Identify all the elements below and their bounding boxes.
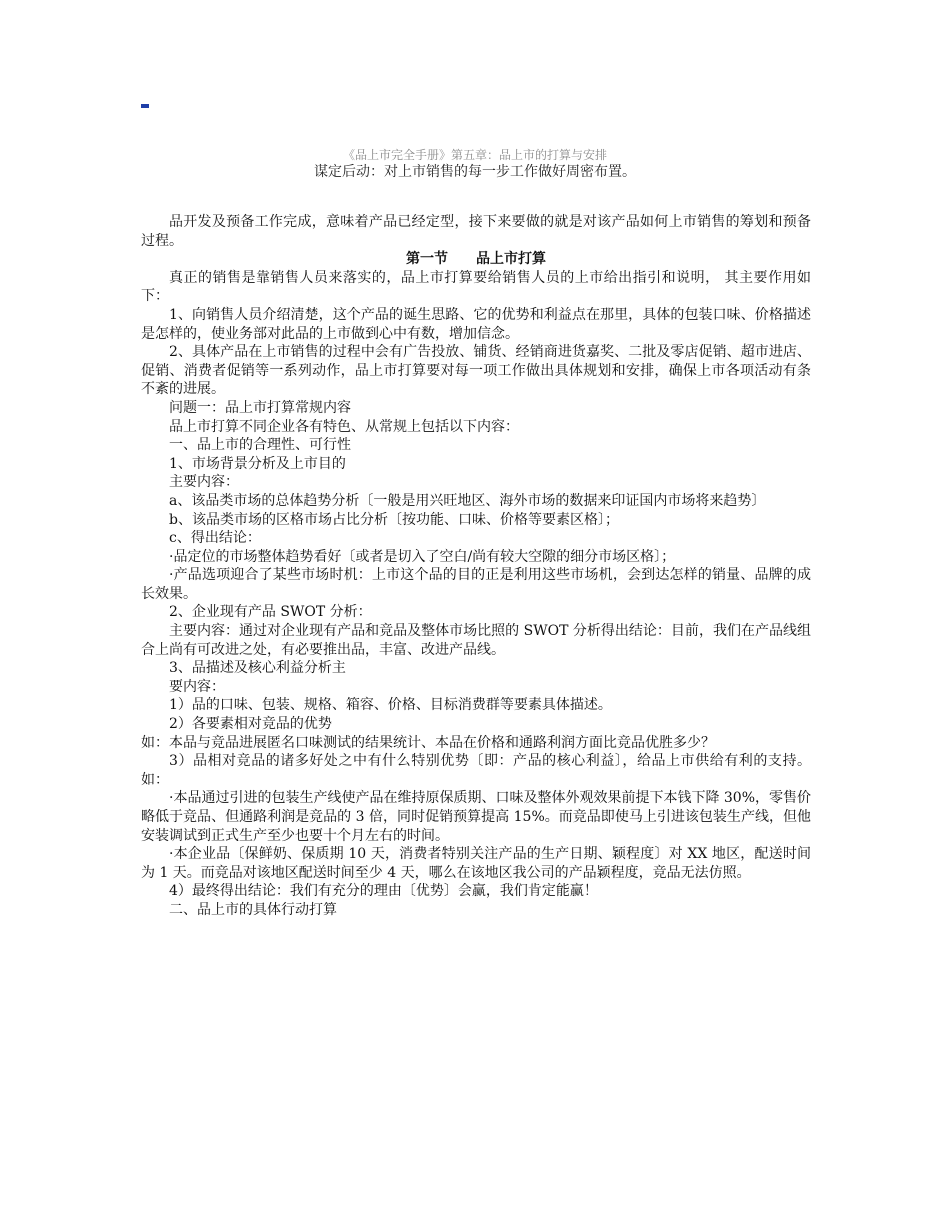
document-body bbox=[141, 213, 811, 920]
paragraph: ·产品选项迎合了某些市场时机：上市这个品的目的正是利用这些市场机，会到达怎样的销量、品牌的成长效果。 bbox=[141, 567, 811, 602]
paragraph: 4）最终得出结论：我们有充分的理由〔优势〕会赢，我们肯定能赢！ bbox=[169, 883, 598, 900]
paragraph: 1）品的口味、包装、规格、箱容、价格、目标消费群等要素具体描述。 bbox=[169, 697, 612, 714]
intro-paragraph: 品开发及预备工作完成，意味着产品已经定型，接下来要做的就是对该产品如何上市销售的筹划和预备过程。 bbox=[141, 214, 811, 249]
paragraph: ·品定位的市场整体趋势看好〔或者是切入了空白/尚有较大空隙的细分市场区格〕； bbox=[169, 548, 676, 565]
section-number: 第一节 bbox=[406, 251, 448, 268]
paragraph: ·本企业品〔保鲜奶、保质期 10 天，消费者特别关注产品的生产日期、颖程度〕对 XX 地区，配送时间为 1 天。而竞品对该地区配送时间至少 4 天，哪么在该地区我公司的产品颖程度，竞品无法仿照。 bbox=[141, 846, 811, 881]
paragraph: 真正的销售是靠销售人员来落实的，品上市打算要给销售人员的上市给出指引和说明， 其主要作用如下： bbox=[141, 269, 811, 305]
section-heading: 品上市打算 bbox=[476, 251, 546, 268]
paragraph: 主要内容：通过对企业现有产品和竞品及整体市场比照的 SWOT 分析得出结论：目前，我们在产品线组合上尚有可改进之处，有必要推出品，丰富、改进产品线。 bbox=[141, 623, 811, 658]
paragraph: 3）品相对竞品的诸多好处之中有什么特别优势〔即：产品的核心利益〕，给品上市供给有利的支持。如： bbox=[141, 753, 811, 788]
paragraph: 问题一：品上市打算常规内容 bbox=[169, 399, 351, 416]
paragraph: 如：本品与竞品进展匿名口味测试的结果统计、本品在价格和通路利润方面比竞品优胜多少？ bbox=[141, 734, 715, 751]
paragraph: 3、品描述及核心利益分析主 bbox=[169, 660, 346, 677]
paragraph: c、得出结论： bbox=[169, 530, 261, 547]
paragraph: 一、品上市的合理性、可行性 bbox=[169, 437, 351, 454]
paragraph: ·本品通过引进的包装生产线使产品在维持原保质期、口味及整体外观效果前提下本钱下降 30%，零售价略低于竞品、但通路利润是竞品的 3 倍，同时促销预算提高 15%。而竞品即使马上引进该包装生产线，但他安装调试到正式生产至少也要十个月左右的时间。 bbox=[141, 790, 812, 844]
paragraph: 二、品上市的具体行动打算 bbox=[169, 901, 337, 918]
paragraph: 2、具体产品在上市销售的过程中会有广告投放、铺货、经销商进货嘉奖、二批及零店促销、超市进店、促销、消费者促销等一系列动作，品上市打算要对每一项工作做出具体规划和安排，确保上市各项活动有条不紊的进展。 bbox=[141, 344, 811, 398]
paragraph: 2、企业现有产品 SWOT 分析： bbox=[169, 604, 372, 621]
paragraph: 2）各要素相对竞品的优势 bbox=[169, 716, 332, 733]
paragraph: 1、市场背景分析及上市目的 bbox=[169, 455, 346, 472]
chapter-subtitle: 《品上市完全手册》第五章：品上市的打算与安排 bbox=[342, 148, 607, 162]
paragraph: b、该品类市场的区格市场占比分析〔按功能、口味、价格等要素区格〕； bbox=[169, 511, 619, 528]
paragraph: 要内容： bbox=[169, 678, 225, 695]
paragraph: 主要内容： bbox=[169, 474, 239, 491]
section-title bbox=[141, 250, 811, 269]
paragraph: a、该品类市场的总体趋势分析〔一般是用兴旺地区、海外市场的数据来印证国内市场将来趋势〕 bbox=[169, 492, 766, 509]
paragraph: 品上市打算不同企业各有特色、从常规上包括以下内容： bbox=[169, 418, 519, 435]
chapter-tagline: 谋定后动：对上市销售的每一步工作做好周密布置。 bbox=[314, 164, 636, 180]
paragraph: 1、向销售人员介绍清楚，这个产品的诞生思路、它的优势和利益点在那里，具体的包装口味、价格描述是怎样的，使业务部对此品的上市做到心中有数，增加信念。 bbox=[141, 306, 811, 342]
page-mark bbox=[141, 104, 149, 108]
